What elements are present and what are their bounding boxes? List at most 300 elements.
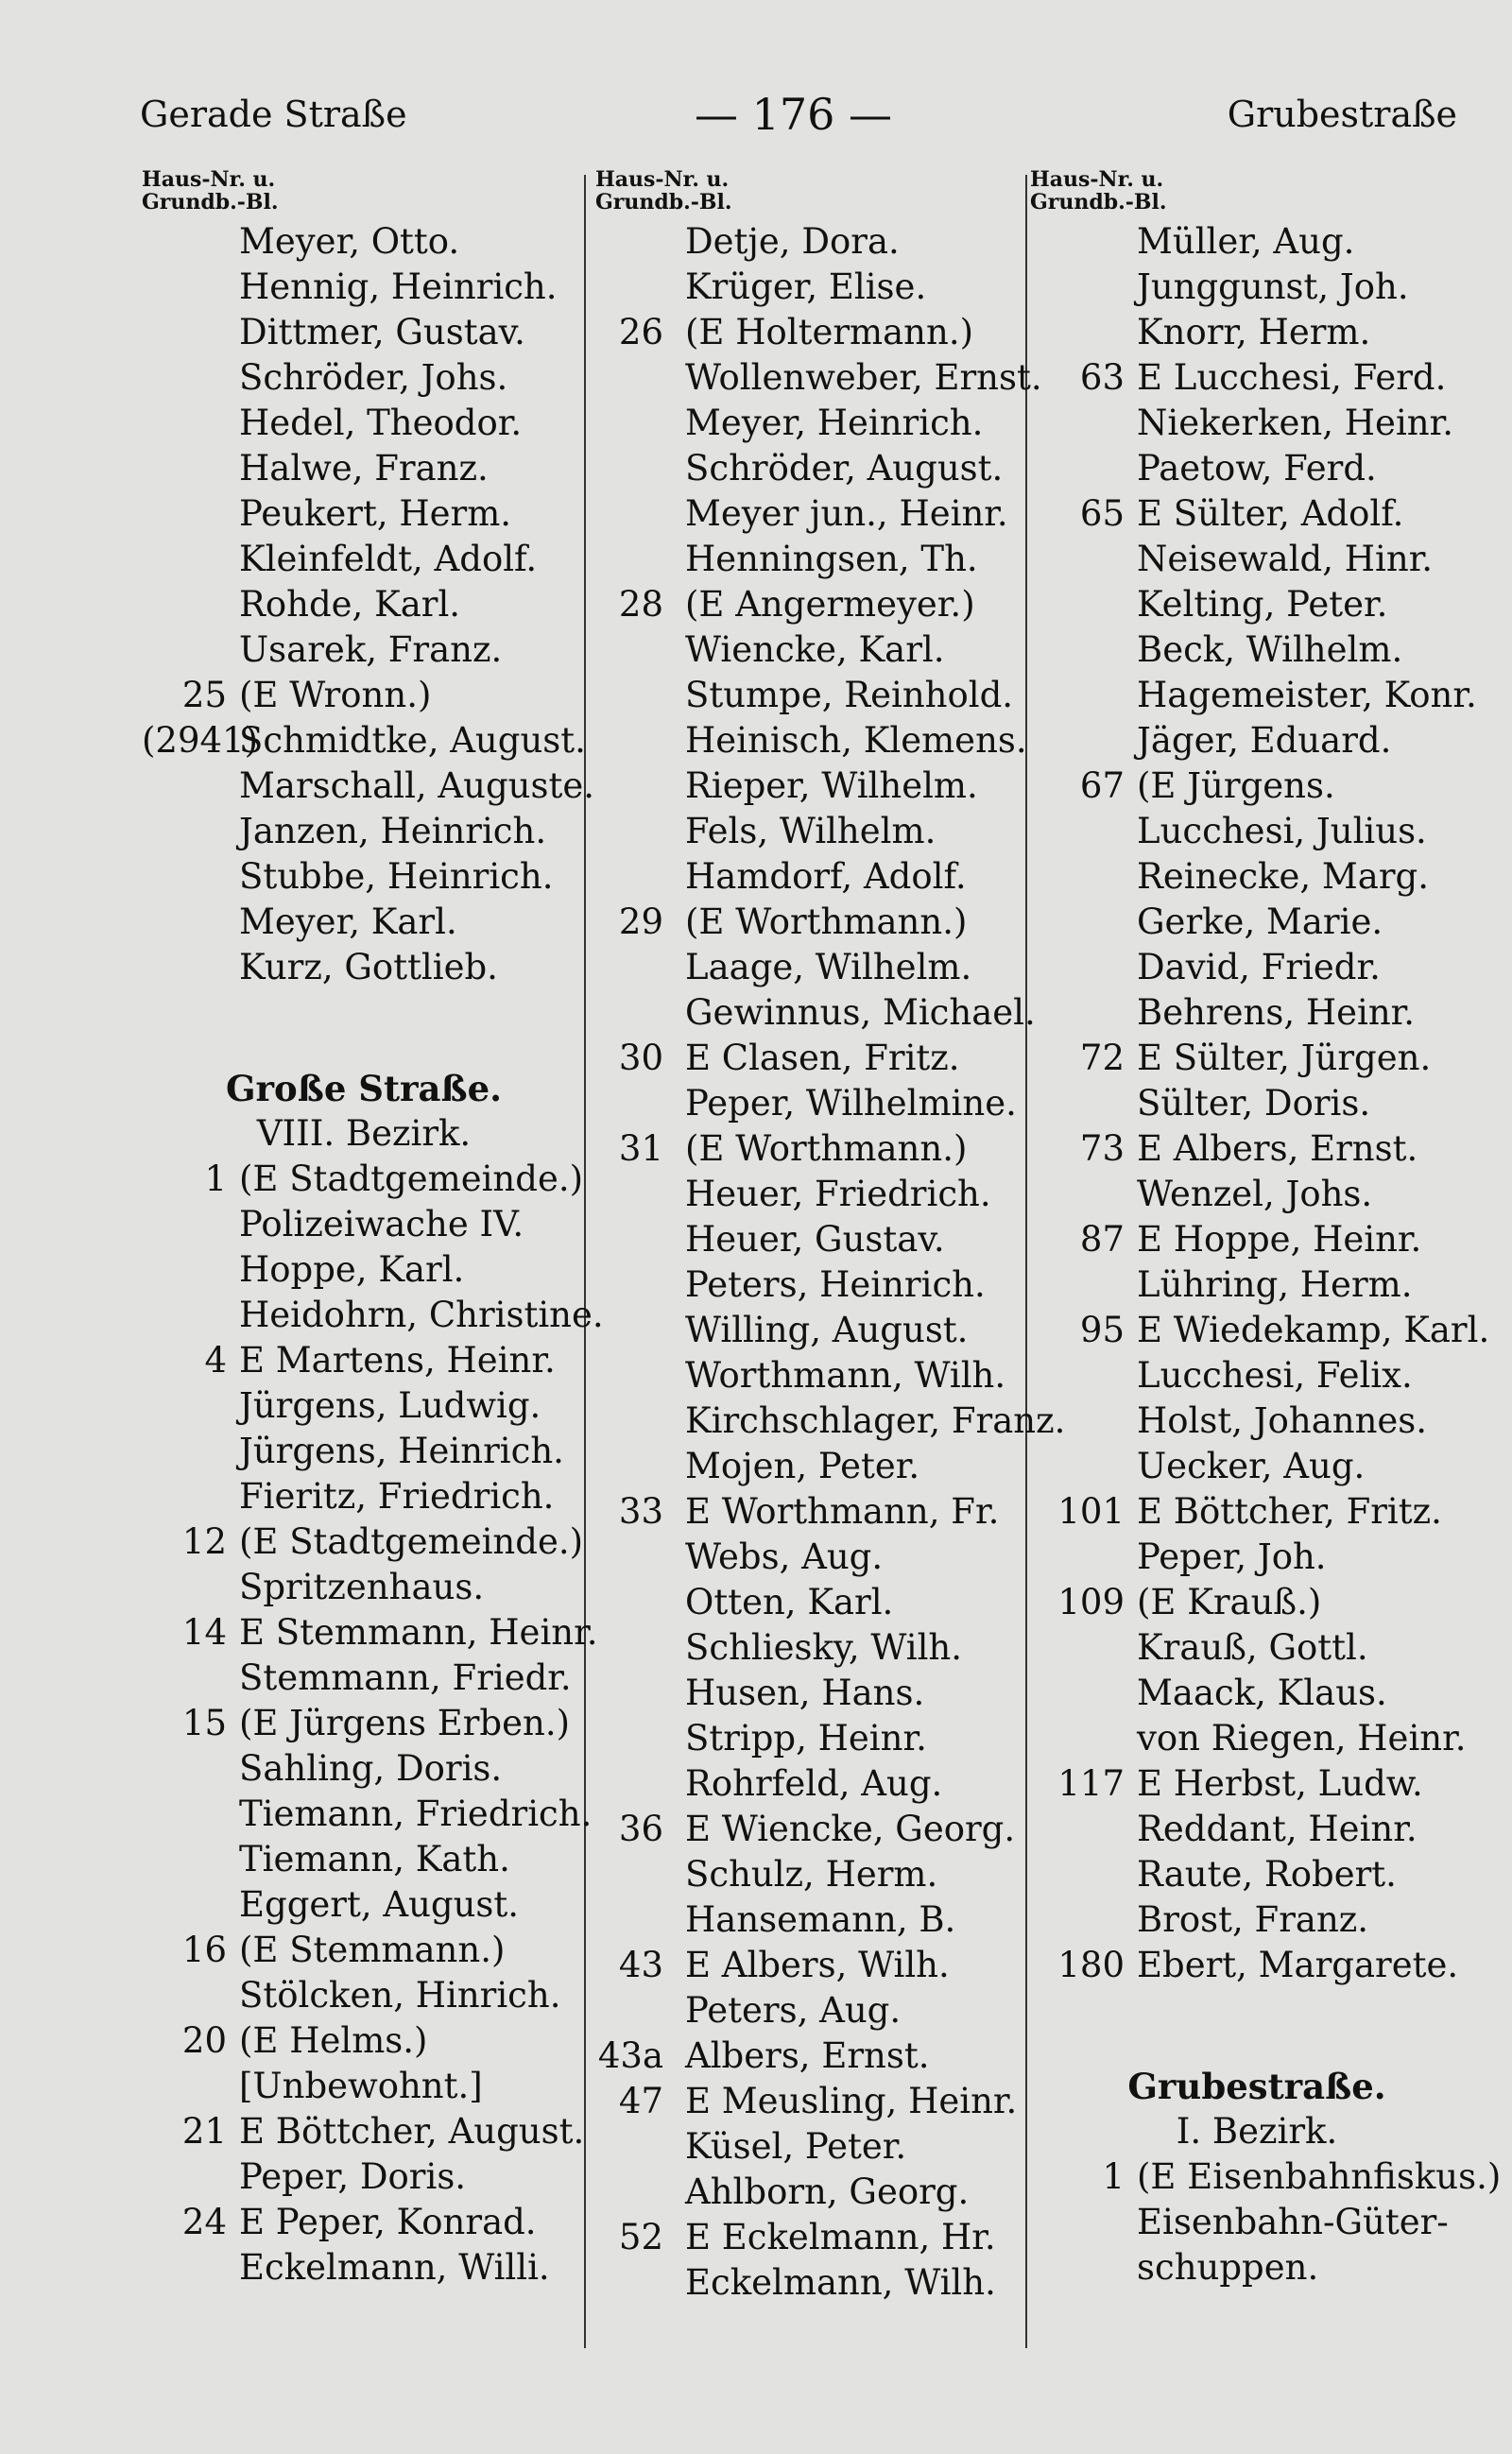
house-number: 87	[1079, 1219, 1125, 1260]
directory-entry	[142, 1519, 586, 1565]
directory-entry	[1030, 2245, 1484, 2291]
directory-entry	[142, 1338, 586, 1383]
resident-name: Wenzel, Johs.	[1137, 1174, 1373, 1214]
column-3	[1030, 167, 1502, 2291]
resident-name: Wollenweber, Ernst.	[685, 357, 1042, 398]
resident-name: Hennig, Heinrich.	[239, 266, 558, 307]
directory-entry	[142, 1202, 586, 1247]
directory-entry	[1030, 1716, 1484, 1761]
directory-entry	[142, 764, 594, 809]
directory-entry	[1030, 446, 1484, 491]
house-number: 63	[1079, 357, 1125, 398]
directory-entry	[1030, 764, 1484, 809]
directory-entry	[1030, 310, 1484, 355]
directory-entry	[142, 1565, 586, 1610]
resident-name: Kirchschlager, Franz.	[685, 1400, 1066, 1441]
directory-entry	[142, 1429, 586, 1474]
resident-name: E Böttcher, August.	[239, 2111, 585, 2152]
directory-entry	[1030, 673, 1484, 718]
resident-name: Stumpe, Reinhold.	[685, 675, 1014, 715]
directory-entry	[142, 1474, 586, 1519]
resident-name: Stubbe, Heinrich.	[239, 856, 554, 897]
directory-entry	[1030, 1489, 1484, 1535]
resident-name: Hansemann, B.	[685, 1899, 956, 1940]
resident-name: E Eckelmann, Hr.	[685, 2217, 996, 2257]
column-2	[595, 167, 1066, 2306]
directory-entry	[595, 491, 1025, 537]
resident-name: Jürgens, Heinrich.	[239, 1431, 564, 1471]
resident-name: Hedel, Theodor.	[239, 403, 523, 443]
house-number: 28	[618, 584, 663, 625]
resident-name: E Sülter, Jürgen.	[1137, 1038, 1432, 1078]
resident-name: Meyer, Karl.	[239, 901, 457, 942]
resident-name: Schröder, Johs.	[239, 357, 508, 398]
resident-name: Albers, Ernst.	[685, 2035, 930, 2076]
directory-entry	[1030, 582, 1484, 627]
directory-entry	[595, 1126, 1025, 1172]
resident-name: Uecker, Aug.	[1137, 1446, 1366, 1486]
resident-name: Junggunst, Joh.	[1137, 266, 1409, 307]
directory-entry	[142, 401, 586, 446]
directory-entry	[1030, 1625, 1484, 1671]
resident-name: Peper, Joh.	[1137, 1536, 1327, 1577]
directory-entry	[142, 1882, 586, 1928]
house-number: 43	[618, 1945, 663, 1985]
directory-entry	[595, 1262, 1025, 1308]
directory-entry	[1030, 537, 1484, 582]
street-heading: Große Straße.	[225, 1068, 503, 1109]
resident-name: Hamdorf, Adolf.	[685, 856, 967, 897]
directory-entry	[142, 1746, 586, 1792]
directory-entry	[142, 1656, 586, 1701]
directory-entry	[1030, 900, 1484, 945]
directory-entry	[1030, 1671, 1484, 1716]
resident-name: Lucchesi, Julius.	[1137, 811, 1427, 851]
house-number: 72	[1079, 1038, 1125, 1078]
district-label: VIII. Bezirk.	[256, 1113, 472, 1154]
resident-name: Niekerken, Heinr.	[1137, 403, 1453, 443]
directory-entry	[1030, 809, 1484, 854]
resident-name: von Riegen, Heinr.	[1137, 1718, 1467, 1759]
directory-entry	[595, 673, 1025, 718]
resident-name: (E Jürgens.	[1137, 765, 1335, 806]
directory-entry	[1030, 1580, 1484, 1625]
resident-name: Reinecke, Marg.	[1137, 856, 1429, 897]
column-1	[142, 167, 604, 2291]
directory-entry	[595, 582, 1025, 627]
directory-entry	[1030, 718, 1484, 764]
resident-name: Gerke, Marie.	[1137, 901, 1383, 942]
resident-name: David, Friedr.	[1137, 947, 1381, 987]
resident-name: Meyer, Heinrich.	[685, 403, 984, 443]
resident-name: (E Worthmann.)	[685, 1128, 968, 1169]
resident-name: Eckelmann, Wilh.	[685, 2262, 996, 2303]
directory-entry	[595, 1308, 1025, 1353]
resident-name: Marschall, Auguste.	[239, 765, 594, 806]
resident-name: Kurz, Gottlieb.	[239, 947, 498, 987]
resident-name: Halwe, Franz.	[239, 448, 489, 489]
resident-name: Brost, Franz.	[1137, 1899, 1369, 1940]
resident-name: Meyer, Otto.	[239, 221, 460, 262]
resident-name: Husen, Hans.	[685, 1673, 925, 1713]
resident-name: Usarek, Franz.	[239, 629, 503, 670]
directory-entry	[1030, 2154, 1502, 2200]
directory-entry	[595, 1217, 1025, 1262]
resident-name: E Worthmann, Fr.	[685, 1491, 1000, 1532]
house-number: 25	[181, 675, 227, 715]
house-number: 24	[181, 2202, 227, 2242]
resident-name: (E Jürgens Erben.)	[239, 1703, 571, 1743]
directory-entry	[595, 1353, 1025, 1399]
directory-entry	[142, 355, 586, 401]
resident-name: (E Holtermann.)	[685, 312, 974, 352]
directory-entry	[142, 265, 586, 310]
directory-entry	[1030, 1399, 1484, 1444]
directory-entry	[142, 900, 586, 945]
directory-entry	[595, 1852, 1025, 1897]
directory-entry	[142, 537, 586, 582]
resident-name: (E Stemmann.)	[239, 1930, 506, 1970]
resident-name: Knorr, Herm.	[1137, 312, 1371, 352]
resident-name: Kleinfeldt, Adolf.	[239, 539, 538, 579]
resident-name: Müller, Aug.	[1137, 221, 1355, 262]
resident-name: Lühring, Herm.	[1137, 1264, 1413, 1305]
directory-entry	[142, 1293, 604, 1338]
resident-name: Eckelmann, Willi.	[239, 2247, 550, 2288]
house-number: 1	[204, 1158, 227, 1199]
directory-entry	[595, 355, 1042, 401]
directory-entry	[142, 446, 586, 491]
resident-name: E Wiedekamp, Karl.	[1137, 1310, 1490, 1350]
directory-entry	[142, 945, 586, 990]
resident-name: Ahlborn, Georg.	[685, 2171, 970, 2212]
resident-name: E Albers, Wilh.	[685, 1945, 950, 1985]
resident-name: Peper, Wilhelmine.	[685, 1083, 1017, 1124]
resident-name: Lucchesi, Felix.	[1137, 1355, 1413, 1396]
resident-name: Beck, Wilhelm.	[1137, 629, 1403, 670]
column-header: Haus-Nr. u. Grundb.-Bl.	[595, 167, 732, 215]
directory-entry	[1030, 1807, 1484, 1852]
directory-entry	[595, 537, 1025, 582]
resident-name: Holst, Johannes.	[1137, 1400, 1428, 1441]
resident-name: Henningsen, Th.	[685, 539, 978, 579]
directory-entry	[595, 990, 1036, 1036]
resident-name: Heinisch, Klemens.	[685, 720, 1027, 761]
house-number: 67	[1079, 765, 1125, 806]
resident-name: Heuer, Gustav.	[685, 1219, 945, 1260]
resident-name: Sülter, Doris.	[1137, 1083, 1371, 1124]
directory-entry	[595, 2260, 1025, 2306]
resident-name: Behrens, Heinr.	[1137, 992, 1416, 1033]
directory-entry	[1030, 1036, 1484, 1081]
resident-name: Krauß, Gottl.	[1137, 1627, 1368, 1668]
directory-entry	[1030, 627, 1484, 673]
resident-name: Gewinnus, Michael.	[685, 992, 1036, 1033]
directory-entry	[595, 1081, 1025, 1126]
resident-name: Janzen, Heinrich.	[239, 811, 547, 851]
resident-name: Rohrfeld, Aug.	[685, 1763, 943, 1804]
resident-name: Hagemeister, Konr.	[1137, 675, 1477, 715]
directory-entry	[142, 582, 586, 627]
directory-entry	[1030, 1353, 1484, 1399]
directory-entry	[1030, 1081, 1484, 1126]
directory-entry	[1030, 1217, 1484, 1262]
directory-entry	[595, 310, 1025, 355]
directory-entry	[142, 219, 586, 265]
directory-entry	[142, 1701, 586, 1746]
directory-entry	[595, 854, 1025, 900]
directory-entry	[595, 1489, 1025, 1535]
resident-name: Schliesky, Wilh.	[685, 1627, 963, 1668]
resident-name: Schröder, August.	[685, 448, 1004, 489]
resident-name: Heidohrn, Christine.	[239, 1295, 604, 1335]
resident-name: Peper, Doris.	[239, 2156, 467, 2197]
house-number: 16	[181, 1930, 227, 1970]
directory-entry	[595, 1897, 1025, 1943]
resident-name: (E Angermeyer.)	[685, 584, 975, 625]
resident-name: (E Helms.)	[239, 2020, 428, 2061]
column-rule	[1025, 175, 1027, 2348]
directory-entry	[142, 673, 586, 718]
house-number: 1	[1102, 2156, 1125, 2197]
house-number: 31	[618, 1128, 663, 1169]
directory-entry	[142, 2200, 586, 2245]
resident-name: Fels, Wilhelm.	[685, 811, 936, 851]
directory-entry	[595, 718, 1025, 764]
house-number: 33	[618, 1491, 663, 1532]
house-number: 20	[181, 2020, 227, 2061]
directory-entry	[595, 1399, 1066, 1444]
resident-name: Worthmann, Wilh.	[685, 1355, 1006, 1396]
resident-name: Webs, Aug.	[685, 1536, 884, 1577]
directory-entry	[142, 1973, 586, 2018]
resident-name: Stemmann, Friedr.	[239, 1657, 572, 1698]
directory-entry	[142, 2018, 586, 2064]
directory-entry	[1030, 401, 1484, 446]
directory-entry	[1030, 491, 1484, 537]
house-number: 180	[1057, 1945, 1125, 1985]
resident-name: Stripp, Heinr.	[685, 1718, 927, 1759]
resident-name: Otten, Karl.	[685, 1582, 894, 1622]
column-header: Haus-Nr. u. Grundb.-Bl.	[142, 167, 279, 215]
resident-name: Maack, Klaus.	[1137, 1673, 1387, 1713]
directory-entry	[595, 2034, 1025, 2079]
directory-entry	[595, 809, 1025, 854]
directory-entry	[142, 2245, 586, 2291]
directory-entry	[142, 809, 586, 854]
resident-name: [Unbewohnt.]	[239, 2066, 483, 2106]
resident-name: (E Wronn.)	[239, 675, 432, 715]
directory-entry	[595, 446, 1025, 491]
directory-entry	[595, 1036, 1025, 1081]
resident-name: Eisenbahn-Güter-	[1137, 2202, 1449, 2242]
resident-name: Kelting, Peter.	[1137, 584, 1388, 625]
directory-entry	[1030, 854, 1484, 900]
directory-entry	[595, 1716, 1025, 1761]
resident-name: schuppen.	[1137, 2247, 1319, 2288]
directory-entry	[1030, 2200, 1484, 2245]
house-number: 12	[181, 1521, 227, 1562]
resident-name: (E Eisenbahnfiskus.)	[1137, 2156, 1502, 2197]
resident-name: Jäger, Eduard.	[1137, 720, 1392, 761]
directory-entry	[595, 627, 1025, 673]
resident-name: Meyer jun., Heinr.	[685, 493, 1008, 534]
resident-name: E Lucchesi, Ferd.	[1137, 357, 1447, 398]
directory-entry	[595, 1671, 1025, 1716]
directory-entry	[595, 1625, 1025, 1671]
resident-name: Hoppe, Karl.	[239, 1249, 465, 1290]
street-heading: Grubestraße.	[1127, 2066, 1386, 2107]
directory-entry	[1030, 1897, 1484, 1943]
resident-name: Heuer, Friedrich.	[685, 1174, 991, 1214]
directory-entry	[595, 764, 1025, 809]
directory-entry	[1030, 1761, 1484, 1807]
directory-entry	[595, 1943, 1025, 1988]
resident-name: Peukert, Herm.	[239, 493, 512, 534]
directory-entry	[142, 491, 586, 537]
directory-entry	[142, 1837, 586, 1882]
directory-entry	[595, 1535, 1025, 1580]
directory-entry	[1030, 1852, 1484, 1897]
directory-entry	[142, 1383, 586, 1429]
resident-name: Küsel, Peter.	[685, 2126, 907, 2167]
house-number: 15	[181, 1703, 227, 1743]
directory-entry	[595, 945, 1025, 990]
resident-name: E Herbst, Ludw.	[1137, 1763, 1423, 1804]
resident-name: E Albers, Ernst.	[1137, 1128, 1418, 1169]
resident-name: Wiencke, Karl.	[685, 629, 945, 670]
resident-name: Peters, Heinrich.	[685, 1264, 986, 1305]
directory-entry	[595, 1580, 1025, 1625]
directory-entry	[1030, 945, 1484, 990]
resident-name: Neisewald, Hinr.	[1137, 539, 1434, 579]
house-number: 52	[618, 2217, 663, 2257]
directory-entry	[142, 1928, 586, 1973]
directory-entry	[142, 718, 586, 764]
directory-entry	[142, 1247, 586, 1293]
house-number: 4	[204, 1340, 227, 1381]
resident-name: Sahling, Doris.	[239, 1748, 503, 1789]
directory-entry	[595, 1761, 1025, 1807]
directory-entry	[1030, 219, 1484, 265]
house-number: 29	[618, 901, 663, 942]
resident-name: E Clasen, Fritz.	[685, 1038, 960, 1078]
house-number: 101	[1057, 1491, 1125, 1532]
directory-entry	[595, 2079, 1025, 2124]
resident-name: Rieper, Wilhelm.	[685, 765, 978, 806]
resident-name: Fieritz, Friedrich.	[239, 1476, 555, 1517]
directory-entry	[595, 2215, 1025, 2260]
resident-name: Tiemann, Friedrich.	[239, 1793, 593, 1834]
house-number: 14	[181, 1612, 227, 1653]
house-number: 36	[618, 1809, 663, 1849]
page-number: — 176 —	[695, 89, 893, 140]
directory-entry	[595, 401, 1025, 446]
directory-entry	[1030, 1308, 1490, 1353]
directory-entry	[142, 2064, 586, 2109]
resident-name: Rohde, Karl.	[239, 584, 461, 625]
directory-entry	[1030, 1262, 1484, 1308]
resident-name: Laage, Wilhelm.	[685, 947, 972, 987]
house-number: 117	[1057, 1763, 1125, 1804]
directory-entry	[595, 2170, 1025, 2215]
directory-entry	[595, 219, 1025, 265]
directory-entry	[595, 1807, 1025, 1852]
resident-name: (E Stadtgemeinde.)	[239, 1521, 584, 1562]
directory-entry	[595, 900, 1025, 945]
column-header: Haus-Nr. u. Grundb.-Bl.	[1030, 167, 1167, 215]
resident-name: Detje, Dora.	[685, 221, 900, 262]
resident-name: E Stemmann, Heinr.	[239, 1612, 598, 1653]
resident-name: E Hoppe, Heinr.	[1137, 1219, 1422, 1260]
directory-entry	[142, 854, 586, 900]
house-number: 43a	[597, 2035, 663, 2076]
directory-entry	[142, 627, 586, 673]
resident-name: Stölcken, Hinrich.	[239, 1975, 561, 2016]
directory-entry	[595, 265, 1025, 310]
resident-name: Schulz, Herm.	[685, 1854, 938, 1895]
resident-name: E Martens, Heinr.	[239, 1340, 556, 1381]
house-number: 30	[618, 1038, 663, 1078]
resident-name: Schmidtke, August.	[239, 720, 586, 761]
house-number: 95	[1079, 1310, 1125, 1350]
resident-name: Ebert, Margarete.	[1137, 1945, 1459, 1985]
district-label: I. Bezirk.	[1176, 2111, 1338, 2152]
resident-name: (E Krauß.)	[1137, 1582, 1322, 1622]
directory-entry	[142, 2154, 586, 2200]
directory-entry	[1030, 1943, 1484, 1988]
house-number: 47	[618, 2081, 663, 2121]
resident-name: Polizeiwache IV.	[239, 1204, 524, 1244]
house-number: 73	[1079, 1128, 1125, 1169]
directory-entry	[142, 2109, 586, 2154]
resident-name: E Meusling, Heinr.	[685, 2081, 1018, 2121]
running-head-right: Grubestraße	[1227, 94, 1457, 135]
resident-name: Krüger, Elise.	[685, 266, 927, 307]
directory-entry	[1030, 1172, 1484, 1217]
resident-name: Eggert, August.	[239, 1884, 520, 1925]
directory-entry	[595, 1988, 1025, 2034]
resident-name: Willing, August.	[685, 1310, 969, 1350]
resident-name: Tiemann, Kath.	[239, 1839, 510, 1879]
resident-name: E Sülter, Adolf.	[1137, 493, 1404, 534]
resident-name: E Peper, Konrad.	[239, 2202, 537, 2242]
resident-name: Dittmer, Gustav.	[239, 312, 525, 352]
resident-name: Spritzenhaus.	[239, 1567, 485, 1607]
directory-entry	[1030, 265, 1484, 310]
running-head-left: Gerade Straße	[140, 94, 407, 135]
directory-entry	[595, 1444, 1025, 1489]
directory-entry	[142, 310, 586, 355]
directory-entry	[142, 1157, 586, 1202]
resident-name: Reddant, Heinr.	[1137, 1809, 1418, 1849]
resident-name: E Böttcher, Fritz.	[1137, 1491, 1442, 1532]
resident-name: Paetow, Ferd.	[1137, 448, 1377, 489]
directory-entry	[595, 1172, 1025, 1217]
house-number: 26	[618, 312, 663, 352]
resident-name: (E Stadtgemeinde.)	[239, 1158, 584, 1199]
house-number: 109	[1057, 1582, 1125, 1622]
resident-name: Peters, Aug.	[685, 1990, 902, 2031]
directory-entry	[1030, 355, 1484, 401]
house-number: 21	[181, 2111, 227, 2152]
directory-entry	[1030, 1126, 1484, 1172]
directory-entry	[1030, 990, 1484, 1036]
directory-entry	[142, 1610, 598, 1656]
directory-entry	[1030, 1444, 1484, 1489]
directory-entry	[1030, 1535, 1484, 1580]
directory-entry	[142, 1792, 593, 1837]
